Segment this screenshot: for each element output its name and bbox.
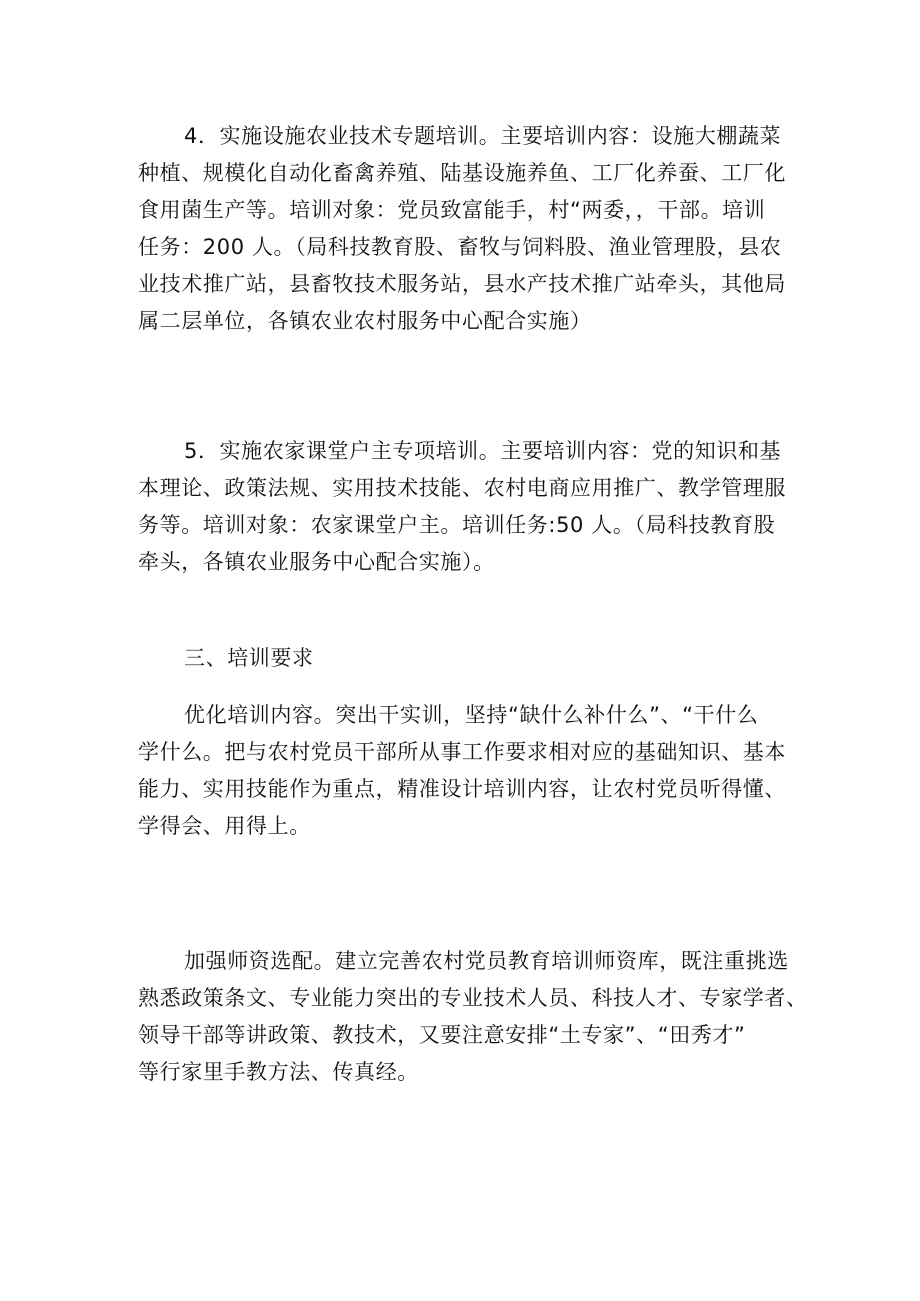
text-line: 等行家里手教方法、传真经。 xyxy=(138,1060,419,1084)
text-line: 熟悉政策条文、专业能力突出的专业技术人员、科技人才、专家学者、 xyxy=(138,986,808,1010)
section-heading-training-requirements xyxy=(138,640,798,677)
text-line: 4．实施设施农业技术专题培训。主要培训内容：设施大棚蔬菜 xyxy=(184,124,782,148)
text-line: 务等。培训对象：农家课堂户主。培训任务:50 人。（局科技教育股 xyxy=(138,513,776,537)
text-line: 种植、规模化自动化畜禽养殖、陆基设施养鱼、工厂化养蚕、工厂化 xyxy=(138,161,786,185)
paragraph-facility-agriculture-training xyxy=(138,118,798,340)
heading-text: 三、培训要求 xyxy=(184,646,314,670)
text-line: 学什么。把与农村党员干部所从事工作要求相对应的基础知识、基本 xyxy=(138,740,786,764)
text-line: 学得会、用得上。 xyxy=(138,814,311,838)
text-line: 优化培训内容。突出干实训，坚持“缺什么补什么”、“干什么 xyxy=(184,703,759,727)
text-line: 食用菌生产等。培训对象：党员致富能手，村“两委，，干部。培训 xyxy=(138,198,766,222)
text-line: 能力、实用技能作为重点，精准设计培训内容，让农村党员听得懂、 xyxy=(138,777,786,801)
text-line: 5．实施农家课堂户主专项培训。主要培训内容：党的知识和基 xyxy=(184,439,782,463)
paragraph-optimize-content xyxy=(138,697,798,845)
text-line: 领导干部等讲政策、教技术，又要注意安排“土专家”、“田秀才” xyxy=(138,1023,746,1047)
text-line: 属二层单位，各镇农业农村服务中心配合实施） xyxy=(138,309,592,333)
text-line: 牵头，各镇农业服务中心配合实施）。 xyxy=(138,550,495,574)
paragraph-farm-classroom-training xyxy=(138,433,798,581)
text-line: 本理论、政策法规、实用技术技能、农村电商应用推广、教学管理服 xyxy=(138,476,786,500)
text-line: 加强师资选配。建立完善农村党员教育培训师资库，既注重挑选 xyxy=(184,949,789,973)
text-line: 业技术推广站，县畜牧技术服务站，县水产技术推广站牵头，其他局 xyxy=(138,272,786,296)
paragraph-teacher-selection xyxy=(138,943,808,1091)
text-line: 任务：200 人。（局科技教育股、畜牧与饲料股、渔业管理股，县农 xyxy=(138,235,782,259)
